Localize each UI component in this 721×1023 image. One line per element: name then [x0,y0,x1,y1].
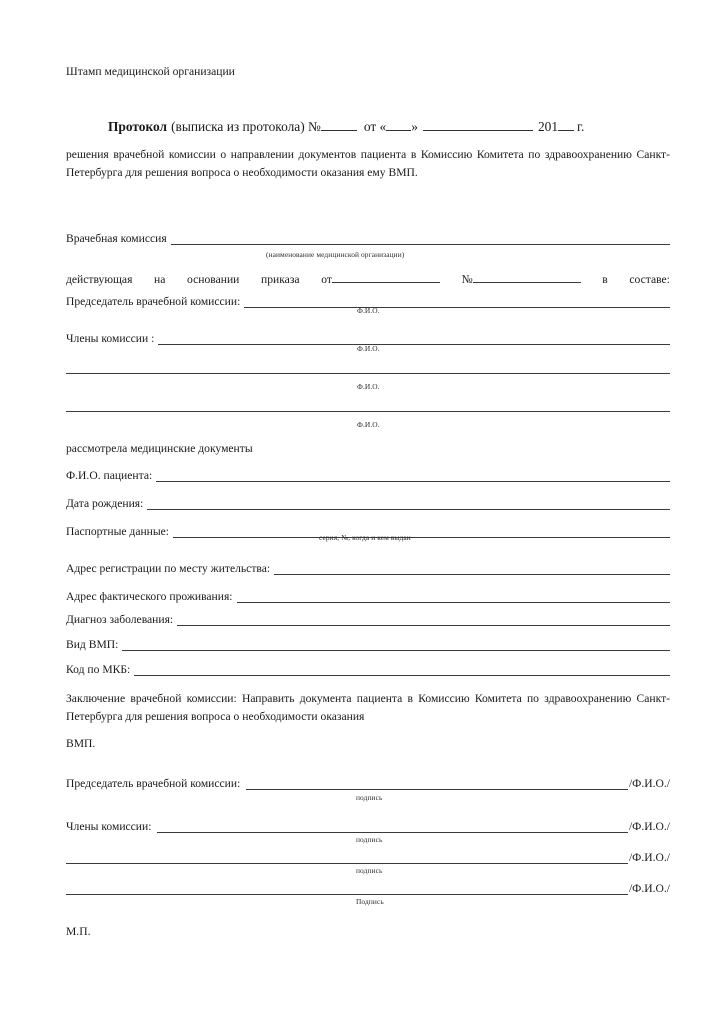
field-input-member-1[interactable] [158,331,670,345]
acting-word-3: основании [187,273,240,287]
field-acting-order [66,271,670,286]
signature-fio-member-1: /Ф.И.О./ [628,820,670,833]
field-label-members: Члены комиссии : [66,332,155,345]
intro-paragraph: решения врачебной комиссии о направлении документов пациента в Комиссию Комитета по здравоохранению Санкт-Петербурга для решения вопроса о необходимости оказания ему ВМП. [66,148,670,179]
field-vmp-type [66,634,670,651]
field-input-registration-address[interactable] [274,561,670,575]
caption-signature-chairman: подпись [356,793,383,802]
signature-input-member-2[interactable] [66,850,628,864]
field-input-member-2[interactable] [66,373,670,374]
field-label-chairman: Председатель врачебной комиссии: [66,295,241,308]
stamp-placeholder-label: Штамп медицинской организации [66,65,235,78]
field-label-medical-commission: Врачебная комиссия [66,232,167,245]
signature-fio-member-2: /Ф.И.О./ [628,851,670,864]
signature-member-2-row [66,847,670,864]
signature-member-3-row [66,878,670,895]
field-input-chairman[interactable] [244,294,670,308]
title-number-blank[interactable] [321,118,357,131]
field-input-order-number[interactable] [473,271,581,283]
acting-word-2: на [154,273,166,287]
field-label-diagnosis: Диагноз заболевания: [66,613,174,626]
document-title [66,118,670,135]
title-year-suffix: г. [577,119,585,135]
field-input-patient-fio[interactable] [156,468,670,482]
conclusion-tail: ВМП. [66,737,96,750]
signature-members-row [66,816,670,833]
signature-input-member-1[interactable] [157,819,628,833]
conclusion-paragraph: Заключение врачебной комиссии: Направить документа пациента в Комиссию Комитета по здравоохранению Санкт-Петербурга для решения вопроса о необходимости оказания [66,692,670,723]
caption-organization-name: (наименование медицинской организации) [266,250,405,259]
acting-word-1: действующая [66,273,133,287]
field-input-birth-date[interactable] [147,496,670,510]
signature-input-chairman[interactable] [246,776,628,790]
field-input-order-date[interactable] [332,271,440,283]
caption-fio-member-1: Ф.И.О. [357,344,380,353]
signature-chairman-row [66,773,670,790]
field-label-birth-date: Дата рождения: [66,497,144,510]
caption-signature-member-3: Подпись [356,897,384,906]
caption-passport-details: серия, №, когда и кем выдан [319,533,411,542]
signature-label-members: Члены комиссии: [66,820,152,833]
field-input-actual-address[interactable] [237,589,670,603]
caption-signature-member-1: подпись [356,835,383,844]
field-input-icd-code[interactable] [134,662,670,676]
seal-label: М.П. [66,925,91,938]
field-members [66,328,670,345]
signature-fio-member-3: /Ф.И.О./ [628,882,670,895]
reviewed-documents-label: рассмотрела медицинские документы [66,442,253,455]
title-year-blank[interactable] [558,118,574,131]
field-registration-address [66,558,670,575]
acting-tail-word-2: составе: [629,273,670,287]
title-month-blank[interactable] [423,118,533,131]
title-year-prefix: 201 [537,119,559,135]
field-input-passport[interactable] [173,524,670,538]
field-patient-fio [66,465,670,482]
order-number-sign: № [461,273,473,287]
field-label-icd-code: Код по МКБ: [66,663,131,676]
field-label-registration-address: Адрес регистрации по месту жительства: [66,562,271,575]
signature-input-member-3[interactable] [66,881,628,895]
title-quote-close: » [411,119,418,135]
field-actual-address [66,586,670,603]
caption-signature-member-2: подпись [356,866,383,875]
title-from-text: от « [363,119,387,135]
field-label-passport: Паспортные данные: [66,525,170,538]
title-extract-text: (выписка из протокола) № [171,119,321,135]
title-protocol-word: Протокол [108,119,168,135]
field-label-patient-fio: Ф.И.О. пациента: [66,469,153,482]
field-input-member-3[interactable] [66,411,670,412]
acting-word-from: от [321,273,332,287]
caption-fio-chairman: Ф.И.О. [357,306,380,315]
field-birth-date [66,493,670,510]
field-diagnosis [66,609,670,626]
field-input-diagnosis[interactable] [177,612,670,626]
field-label-vmp-type: Вид ВМП: [66,638,119,651]
signature-label-chairman: Председатель врачебной комиссии: [66,777,241,790]
title-day-blank[interactable] [386,118,411,131]
field-medical-commission [66,228,670,245]
field-icd-code [66,659,670,676]
caption-fio-member-2: Ф.И.О. [357,382,380,391]
field-input-vmp-type[interactable] [122,637,670,651]
field-label-actual-address: Адрес фактического проживания: [66,590,233,603]
field-input-medical-commission[interactable] [171,231,670,245]
acting-word-4: приказа [261,273,300,287]
acting-tail-word-1: в [602,273,608,287]
caption-fio-member-3: Ф.И.О. [357,420,380,429]
signature-fio-chairman: /Ф.И.О./ [628,777,670,790]
